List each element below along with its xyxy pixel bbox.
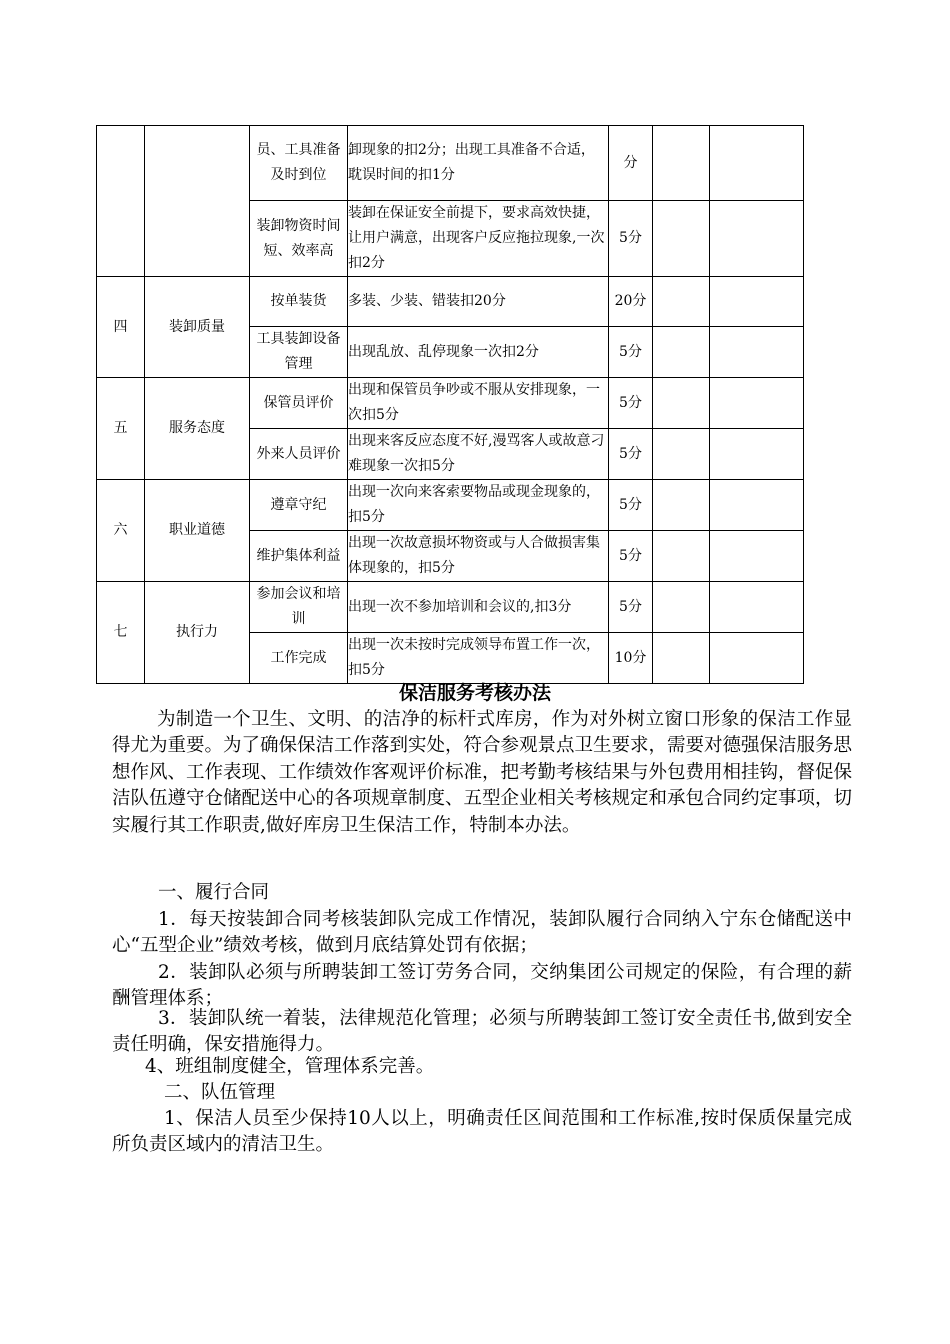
empty-cell xyxy=(653,378,710,429)
table-row xyxy=(97,126,804,201)
table-row xyxy=(97,378,804,429)
item-number: 四 xyxy=(97,277,145,378)
rule-description: 出现一次故意损坏物资或与人合做损害集体现象的，扣5分 xyxy=(348,531,609,582)
empty-cell xyxy=(653,633,710,684)
item-category: 执行力 xyxy=(145,582,250,684)
score: 5分 xyxy=(609,531,653,582)
empty-cell xyxy=(710,531,804,582)
clause-paragraph: 1、保洁人员至少保持10人以上，明确责任区间范围和工作标准,按时保质保量完成所负责区域内的清洁卫生。 xyxy=(112,1108,852,1156)
rule-description: 出现一次向来客索要物品或现金现象的，扣5分 xyxy=(348,480,609,531)
score: 5分 xyxy=(609,429,653,480)
criterion: 工作完成 xyxy=(250,633,348,684)
item-category: 职业道德 xyxy=(145,480,250,582)
empty-cell xyxy=(653,531,710,582)
rule-description: 出现来客反应态度不好,漫骂客人或故意刁难现象一次扣5分 xyxy=(348,429,609,480)
intro-paragraph: 为制造一个卫生、文明、的洁净的标杆式库房，作为对外树立窗口形象的保洁工作显得尤为重要。为了确保保洁工作落到实处，符合参观景点卫生要求，需要对德强保洁服务思想作风、工作表现、工作绩效作客观评价标准，把考勤考核结果与外包费用相挂钩，督促保洁队伍遵守仓储配送中心的各项规章制度、五型企业相关考核规定和承包合同约定事项，切实履行其工作职责,做好库房卫生保洁工作，特制本办法。 xyxy=(112,709,853,836)
rule-description: 装卸在保证安全前提下，要求高效快捷，让用户满意，出现客户反应拖拉现象,一次扣2分 xyxy=(348,201,609,277)
section-heading: 一、履行合同 xyxy=(158,882,270,903)
clause-paragraph: 1．每天按装卸合同考核装卸队完成工作情况，装卸队履行合同纳入宁东仓储配送中心“五型企业”绩效考核，做到月底结算处罚有依据； xyxy=(112,909,852,957)
rule-description: 多装、少装、错装扣20分 xyxy=(348,277,609,327)
criterion: 工具装卸设备管理 xyxy=(250,327,348,378)
rule-description: 出现一次不参加培训和会议的,扣3分 xyxy=(348,582,609,633)
empty-cell xyxy=(710,327,804,378)
score: 5分 xyxy=(609,378,653,429)
table-row xyxy=(97,480,804,531)
empty-cell xyxy=(710,126,804,201)
criterion: 外来人员评价 xyxy=(250,429,348,480)
item-number: 五 xyxy=(97,378,145,480)
empty-cell xyxy=(653,126,710,201)
score: 5分 xyxy=(609,327,653,378)
item-number xyxy=(97,126,145,277)
empty-cell xyxy=(710,378,804,429)
empty-cell xyxy=(710,633,804,684)
table-row xyxy=(97,277,804,327)
item-category xyxy=(145,126,250,277)
empty-cell xyxy=(653,480,710,531)
rule-description: 出现乱放、乱停现象一次扣2分 xyxy=(348,327,609,378)
rule-description: 出现和保管员争吵或不服从安排现象，一次扣5分 xyxy=(348,378,609,429)
clause-paragraph: 4、班组制度健全，管理体系完善。 xyxy=(145,1056,435,1077)
score: 分 xyxy=(609,126,653,201)
clause-paragraph: 2．装卸队必须与所聘装卸工签订劳务合同，交纳集团公司规定的保险，有合理的薪酬管理体系； xyxy=(112,962,852,1010)
empty-cell xyxy=(653,582,710,633)
rule-description: 出现一次未按时完成领导布置工作一次，扣5分 xyxy=(348,633,609,684)
empty-cell xyxy=(710,480,804,531)
criterion: 装卸物资时间短、效率高 xyxy=(250,201,348,277)
empty-cell xyxy=(710,582,804,633)
empty-cell xyxy=(710,277,804,327)
score: 5分 xyxy=(609,582,653,633)
criterion: 按单装货 xyxy=(250,277,348,327)
item-number: 七 xyxy=(97,582,145,684)
document-title: 保洁服务考核办法 xyxy=(398,682,551,704)
assessment-table xyxy=(96,125,804,684)
empty-cell xyxy=(710,201,804,277)
item-number: 六 xyxy=(97,480,145,582)
empty-cell xyxy=(653,201,710,277)
table-row xyxy=(97,582,804,633)
empty-cell xyxy=(653,429,710,480)
criterion: 参加会议和培训 xyxy=(250,582,348,633)
empty-cell xyxy=(653,277,710,327)
empty-cell xyxy=(653,327,710,378)
score: 5分 xyxy=(609,201,653,277)
rule-description: 卸现象的扣2分；出现工具准备不合适，耽误时间的扣1分 xyxy=(348,126,609,201)
section-heading: 二、队伍管理 xyxy=(164,1082,276,1103)
score: 10分 xyxy=(609,633,653,684)
item-category: 装卸质量 xyxy=(145,277,250,378)
criterion: 保管员评价 xyxy=(250,378,348,429)
score: 20分 xyxy=(609,277,653,327)
clause-paragraph: 3．装卸队统一着装，法律规范化管理；必须与所聘装卸工签订安全责任书,做到安全责任明确，保安措施得力。 xyxy=(112,1008,852,1056)
empty-cell xyxy=(710,429,804,480)
criterion: 遵章守纪 xyxy=(250,480,348,531)
item-category: 服务态度 xyxy=(145,378,250,480)
criterion: 员、工具准备及时到位 xyxy=(250,126,348,201)
score: 5分 xyxy=(609,480,653,531)
criterion: 维护集体利益 xyxy=(250,531,348,582)
